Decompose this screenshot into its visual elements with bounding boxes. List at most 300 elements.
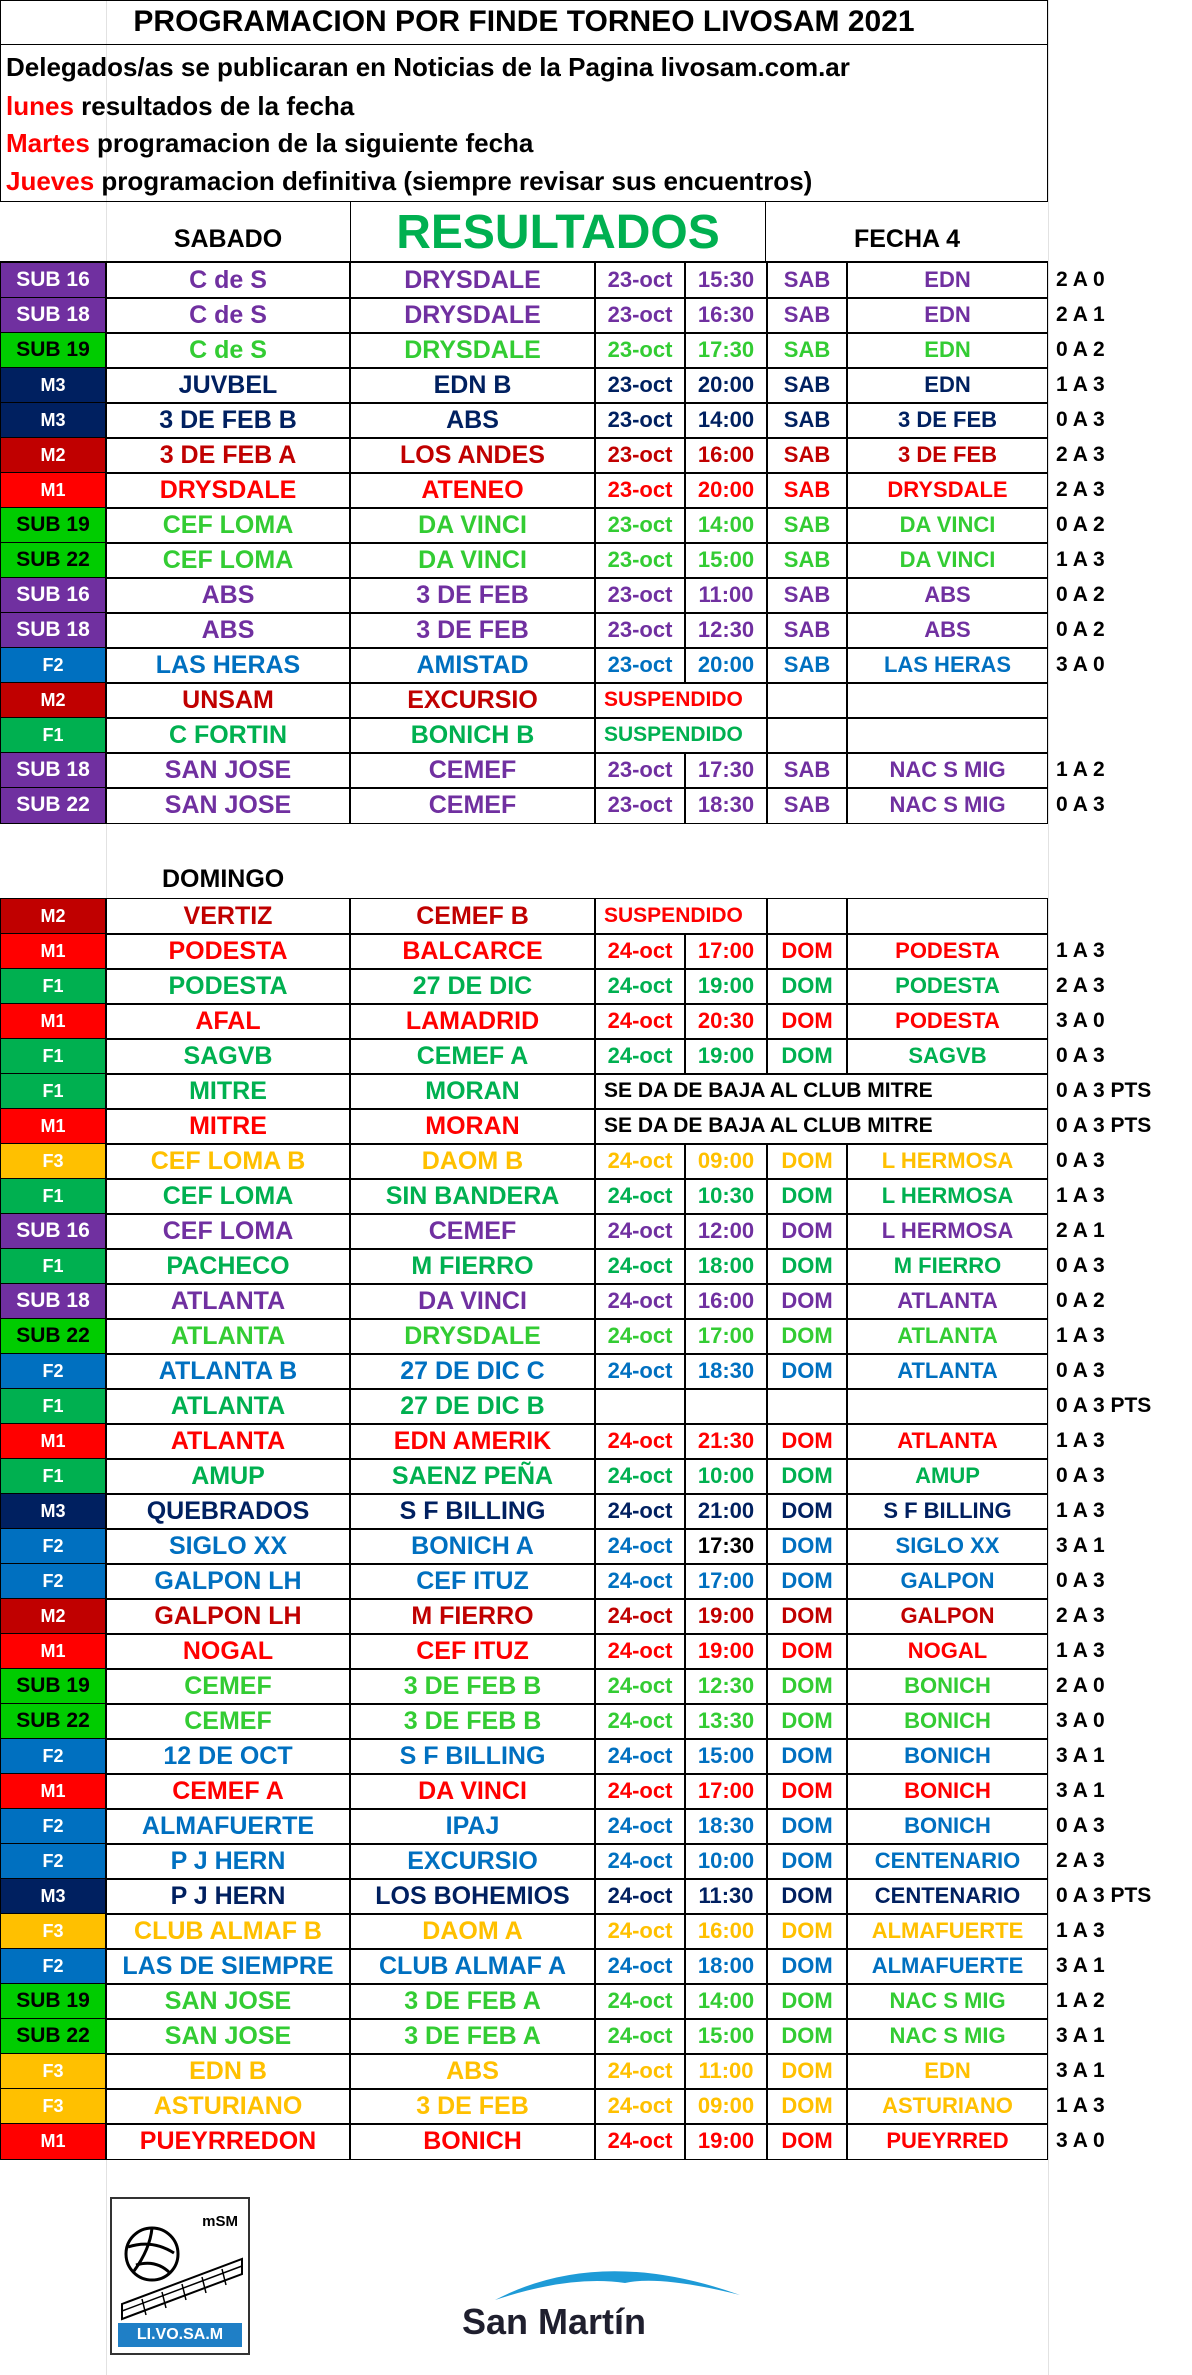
away-team-cell: CEMEF [350, 1213, 595, 1250]
away-team-cell: BONICH B [350, 717, 595, 754]
venue-cell: ATLANTA [847, 1318, 1048, 1355]
time-cell: 18:30 [685, 1353, 767, 1390]
day-cell: SAB [767, 647, 847, 684]
header-line-lunes-day: lunes [6, 90, 74, 121]
result-cell: 0 A 3 [1056, 1253, 1105, 1277]
away-team-cell: 27 DE DIC [350, 968, 595, 1005]
time-cell: 14:00 [685, 1983, 767, 2020]
day-cell: DOM [767, 1738, 847, 1775]
venue-cell: 3 DE FEB [847, 402, 1048, 439]
away-team-cell: DRYSDALE [350, 297, 595, 334]
venue-cell: DRYSDALE [847, 472, 1048, 509]
result-cell: 0 A 3 [1056, 1358, 1105, 1382]
venue-cell: PODESTA [847, 933, 1048, 970]
category-cell: M2 [0, 1598, 106, 1635]
category-cell: F2 [0, 1843, 106, 1880]
home-team-cell: ATLANTA [106, 1423, 350, 1460]
category-cell: SUB 22 [0, 1703, 106, 1740]
home-team-cell: 3 DE FEB B [106, 402, 350, 439]
result-cell: 2 A 3 [1056, 477, 1105, 501]
venue-cell: BONICH [847, 1703, 1048, 1740]
category-cell: SUB 22 [0, 542, 106, 579]
away-team-cell: LOS BOHEMIOS [350, 1878, 595, 1915]
venue-cell: EDN [847, 367, 1048, 404]
date-cell: 23-oct [595, 262, 685, 299]
date-cell: 23-oct [595, 507, 685, 544]
category-cell: M1 [0, 1423, 106, 1460]
date-cell: 24-oct [595, 1003, 685, 1040]
venue-cell: AMUP [847, 1458, 1048, 1495]
date-cell: 24-oct [595, 1248, 685, 1285]
date-cell: 24-oct [595, 1038, 685, 1075]
category-cell: M1 [0, 1633, 106, 1670]
day-cell: DOM [767, 1493, 847, 1530]
day-cell: SAB [767, 437, 847, 474]
away-team-cell: ATENEO [350, 472, 595, 509]
category-cell: F3 [0, 1913, 106, 1950]
venue-cell: GALPON [847, 1598, 1048, 1635]
date-cell: 24-oct [595, 1423, 685, 1460]
day-cell: SAB [767, 542, 847, 579]
home-team-cell: CLUB ALMAF B [106, 1913, 350, 1950]
venue-cell: M FIERRO [847, 1248, 1048, 1285]
day-cell: SAB [767, 507, 847, 544]
away-team-cell: CEF ITUZ [350, 1563, 595, 1600]
time-cell: 19:00 [685, 1598, 767, 1635]
category-cell: F2 [0, 1353, 106, 1390]
away-team-cell: BALCARCE [350, 933, 595, 970]
category-cell: F2 [0, 1738, 106, 1775]
day-cell: DOM [767, 1878, 847, 1915]
away-team-cell: AMISTAD [350, 647, 595, 684]
venue-cell: EDN [847, 2053, 1048, 2090]
venue-cell: PUEYRRED [847, 2123, 1048, 2160]
home-team-cell: ASTURIANO [106, 2088, 350, 2125]
away-team-cell: EXCURSIO [350, 1843, 595, 1880]
date-cell: 24-oct [595, 1493, 685, 1530]
date-cell: 23-oct [595, 542, 685, 579]
result-cell: 0 A 3 [1056, 1568, 1105, 1592]
home-team-cell: QUEBRADOS [106, 1493, 350, 1530]
result-cell: 0 A 3 PTS [1056, 1883, 1152, 1907]
time-cell: 09:00 [685, 2088, 767, 2125]
time-cell: 16:30 [685, 297, 767, 334]
venue-cell: PODESTA [847, 1003, 1048, 1040]
away-team-cell: BONICH A [350, 1528, 595, 1565]
venue-cell: SAGVB [847, 1038, 1048, 1075]
away-team-cell: 3 DE FEB [350, 612, 595, 649]
date-cell: 23-oct [595, 332, 685, 369]
empty-cell [767, 898, 847, 935]
date-cell: 24-oct [595, 1878, 685, 1915]
result-cell: 1 A 3 [1056, 1918, 1105, 1942]
away-team-cell: M FIERRO [350, 1598, 595, 1635]
away-team-cell: 3 DE FEB A [350, 2018, 595, 2055]
time-cell: 17:00 [685, 1773, 767, 1810]
venue-cell: NAC S MIG [847, 787, 1048, 824]
category-cell: SUB 19 [0, 1983, 106, 2020]
day-cell: DOM [767, 2088, 847, 2125]
result-cell: 3 A 1 [1056, 1533, 1105, 1557]
result-cell: 0 A 2 [1056, 512, 1105, 536]
category-cell: SUB 16 [0, 262, 106, 299]
category-cell: F1 [0, 1458, 106, 1495]
header-line-martes [0, 125, 1048, 161]
home-team-cell: SAN JOSE [106, 752, 350, 789]
date-cell: 24-oct [595, 1948, 685, 1985]
empty-cell [767, 682, 847, 719]
away-team-cell: DA VINCI [350, 507, 595, 544]
category-cell: SUB 19 [0, 507, 106, 544]
day-cell: DOM [767, 1948, 847, 1985]
away-team-cell: 3 DE FEB [350, 2088, 595, 2125]
away-team-cell: SIN BANDERA [350, 1178, 595, 1215]
time-cell: 18:30 [685, 787, 767, 824]
time-cell: 17:00 [685, 933, 767, 970]
date-cell: 23-oct [595, 752, 685, 789]
time-cell: 18:00 [685, 1248, 767, 1285]
date-cell: 23-oct [595, 402, 685, 439]
home-team-cell: ALMAFUERTE [106, 1808, 350, 1845]
day-cell: DOM [767, 1913, 847, 1950]
date-cell: 24-oct [595, 2053, 685, 2090]
day-cell: SAB [767, 332, 847, 369]
result-cell: 0 A 2 [1056, 337, 1105, 361]
day-cell: DOM [767, 1423, 847, 1460]
away-team-cell: CEMEF A [350, 1038, 595, 1075]
venue-cell: EDN [847, 332, 1048, 369]
header-line-martes-day: Martes [6, 127, 90, 158]
san-martin-arc-icon [450, 2255, 740, 2305]
page-title: PROGRAMACION POR FINDE TORNEO LIVOSAM 2021 [0, 0, 1048, 45]
venue-cell: ABS [847, 612, 1048, 649]
venue-cell: 3 DE FEB [847, 437, 1048, 474]
result-cell: 2 A 3 [1056, 1603, 1105, 1627]
home-team-cell: P J HERN [106, 1843, 350, 1880]
status-note-cell: SUSPENDIDO [595, 717, 767, 754]
home-team-cell: MITRE [106, 1073, 350, 1110]
venue-cell: CENTENARIO [847, 1878, 1048, 1915]
venue-cell: ALMAFUERTE [847, 1948, 1048, 1985]
away-team-cell: EDN B [350, 367, 595, 404]
category-cell: M3 [0, 1493, 106, 1530]
category-cell: F1 [0, 1388, 106, 1425]
away-team-cell: 27 DE DIC B [350, 1388, 595, 1425]
time-cell: 15:00 [685, 1738, 767, 1775]
result-cell: 3 A 0 [1056, 1708, 1105, 1732]
date-cell: 23-oct [595, 472, 685, 509]
time-cell: 12:30 [685, 612, 767, 649]
day-cell: DOM [767, 1808, 847, 1845]
time-cell: 11:30 [685, 1878, 767, 1915]
day-cell: DOM [767, 2053, 847, 2090]
home-team-cell: SAGVB [106, 1038, 350, 1075]
time-cell: 18:00 [685, 1948, 767, 1985]
home-team-cell: CEF LOMA B [106, 1143, 350, 1180]
result-cell: 3 A 1 [1056, 2058, 1105, 2082]
time-cell: 16:00 [685, 1913, 767, 1950]
time-cell: 14:00 [685, 507, 767, 544]
day-cell: SAB [767, 472, 847, 509]
time-cell: 19:00 [685, 1633, 767, 1670]
venue-cell: DA VINCI [847, 507, 1048, 544]
result-cell: 3 A 0 [1056, 1008, 1105, 1032]
time-cell: 21:30 [685, 1423, 767, 1460]
result-cell: 0 A 3 PTS [1056, 1113, 1152, 1137]
header-line-jueves-text: programacion definitiva (siempre revisar sus encuentros) [94, 165, 813, 196]
away-team-cell: ABS [350, 2053, 595, 2090]
home-team-cell: C de S [106, 297, 350, 334]
away-team-cell: SAENZ PEÑA [350, 1458, 595, 1495]
date-cell: 23-oct [595, 612, 685, 649]
category-cell: SUB 18 [0, 297, 106, 334]
venue-cell: BONICH [847, 1668, 1048, 1705]
day-cell: DOM [767, 1213, 847, 1250]
home-team-cell: LAS HERAS [106, 647, 350, 684]
home-team-cell: AFAL [106, 1003, 350, 1040]
home-team-cell: C FORTIN [106, 717, 350, 754]
home-team-cell: C de S [106, 262, 350, 299]
venue-cell: ASTURIANO [847, 2088, 1048, 2125]
result-cell: 0 A 3 [1056, 1148, 1105, 1172]
date-cell: 24-oct [595, 1213, 685, 1250]
livosam-logo-text: LI.VO.SA.M [118, 2323, 242, 2347]
day-cell: DOM [767, 1003, 847, 1040]
date-cell: 24-oct [595, 1913, 685, 1950]
time-cell: 11:00 [685, 577, 767, 614]
venue-cell: NAC S MIG [847, 2018, 1048, 2055]
day-cell: DOM [767, 1983, 847, 2020]
home-team-cell: AMUP [106, 1458, 350, 1495]
venue-cell: EDN [847, 262, 1048, 299]
time-cell: 13:30 [685, 1703, 767, 1740]
category-cell: M3 [0, 402, 106, 439]
away-team-cell: BONICH [350, 2123, 595, 2160]
away-team-cell: CEMEF B [350, 898, 595, 935]
away-team-cell: M FIERRO [350, 1248, 595, 1285]
time-cell: 09:00 [685, 1143, 767, 1180]
venue-cell: ATLANTA [847, 1423, 1048, 1460]
category-cell: SUB 18 [0, 612, 106, 649]
category-cell: SUB 16 [0, 577, 106, 614]
category-cell: F2 [0, 1563, 106, 1600]
category-cell: F3 [0, 1143, 106, 1180]
home-team-cell: PACHECO [106, 1248, 350, 1285]
category-cell: F3 [0, 2088, 106, 2125]
day-cell: DOM [767, 1668, 847, 1705]
time-cell: 12:30 [685, 1668, 767, 1705]
category-cell: F1 [0, 968, 106, 1005]
home-team-cell: 12 DE OCT [106, 1738, 350, 1775]
away-team-cell: DA VINCI [350, 1283, 595, 1320]
away-team-cell: DRYSDALE [350, 1318, 595, 1355]
home-team-cell: P J HERN [106, 1878, 350, 1915]
category-cell: F2 [0, 1808, 106, 1845]
day-cell: DOM [767, 1598, 847, 1635]
result-cell: 0 A 3 [1056, 792, 1105, 816]
day-cell: SAB [767, 577, 847, 614]
time-cell: 15:00 [685, 2018, 767, 2055]
category-cell: M1 [0, 1003, 106, 1040]
day-cell: DOM [767, 1843, 847, 1880]
date-cell: 24-oct [595, 1318, 685, 1355]
away-team-cell: CEMEF [350, 752, 595, 789]
result-cell: 2 A 0 [1056, 1673, 1105, 1697]
venue-cell: ABS [847, 577, 1048, 614]
venue-cell: L HERMOSA [847, 1213, 1048, 1250]
away-team-cell: DA VINCI [350, 542, 595, 579]
result-cell: 2 A 0 [1056, 267, 1105, 291]
result-cell: 1 A 2 [1056, 757, 1105, 781]
category-cell: F1 [0, 717, 106, 754]
date-cell: 23-oct [595, 787, 685, 824]
result-cell: 1 A 3 [1056, 372, 1105, 396]
empty-cell [595, 1388, 685, 1425]
date-cell: 24-oct [595, 1668, 685, 1705]
category-cell: M2 [0, 682, 106, 719]
result-cell: 2 A 3 [1056, 1848, 1105, 1872]
category-cell: M1 [0, 2123, 106, 2160]
time-cell: 16:00 [685, 437, 767, 474]
home-team-cell: VERTIZ [106, 898, 350, 935]
time-cell: 15:30 [685, 262, 767, 299]
date-cell: 23-oct [595, 647, 685, 684]
category-cell: SUB 19 [0, 1668, 106, 1705]
venue-cell: EDN [847, 297, 1048, 334]
time-cell: 10:30 [685, 1178, 767, 1215]
day-cell: DOM [767, 968, 847, 1005]
day-cell: DOM [767, 1458, 847, 1495]
home-team-cell: ABS [106, 612, 350, 649]
date-cell: 24-oct [595, 2123, 685, 2160]
away-team-cell: CLUB ALMAF A [350, 1948, 595, 1985]
date-cell: 23-oct [595, 367, 685, 404]
day-cell: SAB [767, 297, 847, 334]
time-cell: 20:00 [685, 647, 767, 684]
day-cell: SAB [767, 402, 847, 439]
time-cell: 15:00 [685, 542, 767, 579]
away-team-cell: CEF ITUZ [350, 1633, 595, 1670]
away-team-cell: S F BILLING [350, 1493, 595, 1530]
category-cell: M3 [0, 367, 106, 404]
livosam-logo [110, 2197, 250, 2355]
home-team-cell: CEF LOMA [106, 1178, 350, 1215]
home-team-cell: ATLANTA [106, 1318, 350, 1355]
venue-cell: L HERMOSA [847, 1178, 1048, 1215]
sunday-label: DOMINGO [162, 864, 285, 893]
result-cell: 0 A 3 [1056, 1463, 1105, 1487]
result-cell: 1 A 3 [1056, 1498, 1105, 1522]
date-cell: 24-oct [595, 1633, 685, 1670]
empty-cell [847, 898, 1048, 935]
saturday-label: SABADO [173, 225, 283, 253]
date-cell: 24-oct [595, 1773, 685, 1810]
time-cell: 17:30 [685, 1528, 767, 1565]
day-cell: SAB [767, 787, 847, 824]
away-team-cell: DAOM A [350, 1913, 595, 1950]
home-team-cell: PUEYRREDON [106, 2123, 350, 2160]
result-cell: 2 A 1 [1056, 302, 1105, 326]
resultados-title: RESULTADOS [350, 202, 766, 262]
home-team-cell: ATLANTA B [106, 1353, 350, 1390]
header-line-jueves [0, 162, 1048, 200]
category-cell: F1 [0, 1038, 106, 1075]
home-team-cell: ATLANTA [106, 1283, 350, 1320]
home-team-cell: SIGLO XX [106, 1528, 350, 1565]
day-cell: DOM [767, 1353, 847, 1390]
header-line-jueves-day: Jueves [6, 165, 95, 196]
away-team-cell: 3 DE FEB B [350, 1668, 595, 1705]
home-team-cell: CEF LOMA [106, 542, 350, 579]
status-note-cell: SE DA DE BAJA AL CLUB MITRE [595, 1108, 1048, 1145]
category-cell: F1 [0, 1178, 106, 1215]
date-cell: 24-oct [595, 1598, 685, 1635]
result-cell: 1 A 2 [1056, 1988, 1105, 2012]
away-team-cell: EDN AMERIK [350, 1423, 595, 1460]
saturday-heading [0, 202, 1048, 262]
result-cell: 1 A 3 [1056, 1638, 1105, 1662]
result-cell: 1 A 3 [1056, 2093, 1105, 2117]
away-team-cell: S F BILLING [350, 1738, 595, 1775]
venue-cell: ATLANTA [847, 1353, 1048, 1390]
date-cell: 24-oct [595, 1283, 685, 1320]
venue-cell: NAC S MIG [847, 1983, 1048, 2020]
day-cell: SAB [767, 612, 847, 649]
result-cell: 2 A 3 [1056, 973, 1105, 997]
category-cell: F2 [0, 647, 106, 684]
away-team-cell: DRYSDALE [350, 332, 595, 369]
day-cell: DOM [767, 1318, 847, 1355]
category-cell: M1 [0, 1773, 106, 1810]
home-team-cell: C de S [106, 332, 350, 369]
result-cell: 1 A 3 [1056, 1323, 1105, 1347]
category-cell: SUB 18 [0, 1283, 106, 1320]
venue-cell: ATLANTA [847, 1283, 1048, 1320]
home-team-cell: PODESTA [106, 933, 350, 970]
day-cell: DOM [767, 933, 847, 970]
home-team-cell: CEF LOMA [106, 507, 350, 544]
home-team-cell: CEF LOMA [106, 1213, 350, 1250]
time-cell: 19:00 [685, 968, 767, 1005]
date-cell: 24-oct [595, 1563, 685, 1600]
date-cell: 24-oct [595, 1983, 685, 2020]
away-team-cell: DA VINCI [350, 1773, 595, 1810]
day-cell: DOM [767, 1038, 847, 1075]
venue-cell: GALPON [847, 1563, 1048, 1600]
home-team-cell: GALPON LH [106, 1563, 350, 1600]
result-cell: 3 A 0 [1056, 2128, 1105, 2152]
venue-cell: SIGLO XX [847, 1528, 1048, 1565]
venue-cell: S F BILLING [847, 1493, 1048, 1530]
day-cell: DOM [767, 1178, 847, 1215]
day-cell: DOM [767, 1283, 847, 1320]
status-note-cell: SUSPENDIDO [595, 898, 767, 935]
time-cell: 14:00 [685, 402, 767, 439]
category-cell: F2 [0, 1528, 106, 1565]
home-team-cell: EDN B [106, 2053, 350, 2090]
date-cell: 24-oct [595, 1703, 685, 1740]
date-cell: 24-oct [595, 1178, 685, 1215]
empty-cell [847, 682, 1048, 719]
date-cell: 23-oct [595, 297, 685, 334]
time-cell: 20:00 [685, 472, 767, 509]
home-team-cell: PODESTA [106, 968, 350, 1005]
category-cell: M1 [0, 472, 106, 509]
date-cell: 23-oct [595, 437, 685, 474]
category-cell: M2 [0, 437, 106, 474]
home-team-cell: SAN JOSE [106, 1983, 350, 2020]
empty-cell [847, 1388, 1048, 1425]
